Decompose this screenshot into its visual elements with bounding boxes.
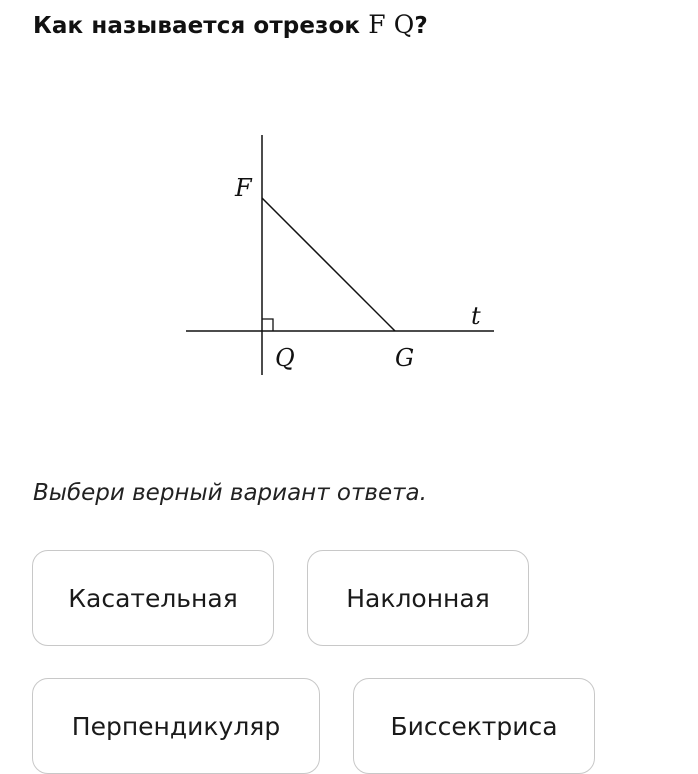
geometry-diagram [180,130,500,380]
question-prefix: Как называется отрезок [33,13,369,39]
geometry-figure [180,130,500,380]
option-bisector-button[interactable] [353,678,595,774]
segment-fg [262,198,395,331]
option-label: Наклонная [346,583,490,613]
label-f: F [235,174,252,202]
label-q: Q [275,344,295,372]
right-angle-mark [262,319,273,331]
option-label: Перпендикуляр [71,711,281,741]
option-perpendicular-button[interactable] [32,678,320,774]
option-label: Биссектриса [390,711,558,741]
option-tangent-button[interactable] [32,550,274,646]
label-g: G [395,344,415,372]
question-title [33,10,428,39]
option-inclined-button[interactable] [307,550,529,646]
label-t: t [471,302,481,330]
question-segment: F Q [368,10,415,39]
question-suffix: ? [414,13,428,39]
option-label: Касательная [68,583,238,613]
answer-prompt: Выбери верный вариант ответа. [33,480,427,506]
